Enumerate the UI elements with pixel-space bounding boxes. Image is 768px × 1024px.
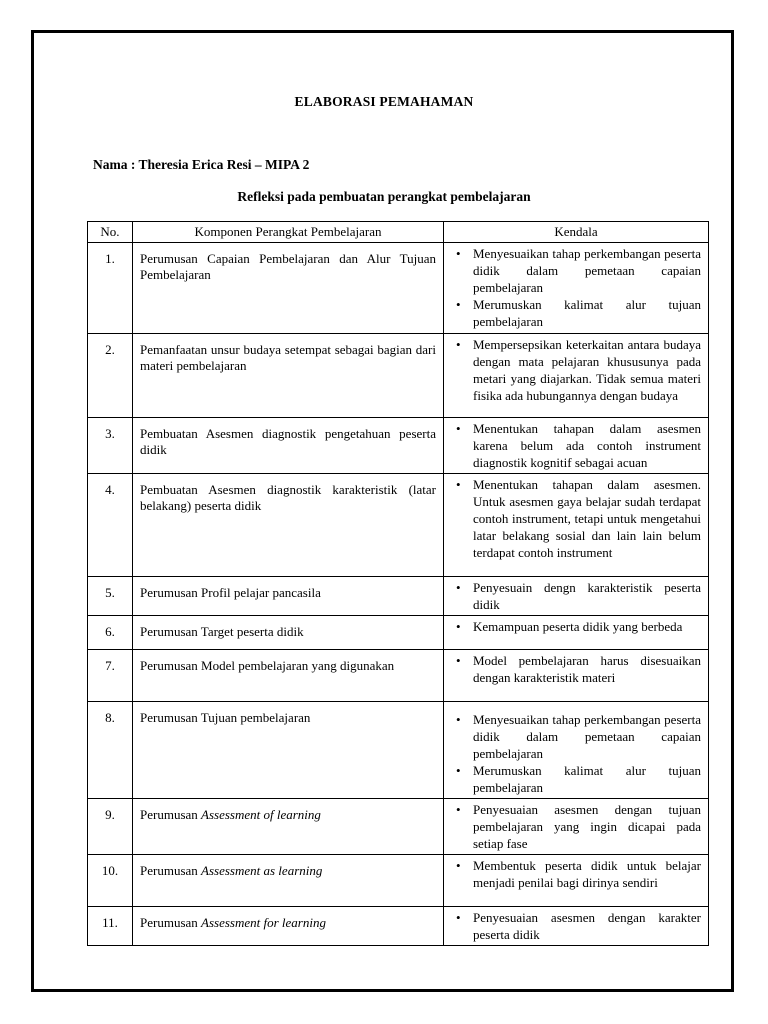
table-row	[88, 474, 709, 577]
row-kendala	[444, 577, 709, 616]
row-komponen	[133, 334, 444, 418]
kendala-list	[451, 420, 701, 471]
row-komponen	[133, 702, 444, 799]
table-row	[88, 702, 709, 799]
page-subtitle: Refleksi pada pembuatan perangkat pembelajaran	[237, 189, 531, 204]
row-komponen	[133, 243, 444, 334]
page-title: ELABORASI PEMAHAMAN	[294, 94, 474, 109]
kendala-item: • Membentuk peserta didik untuk belajar menjadi penilai bagi dirinya sendiri	[451, 857, 701, 891]
komponen-text: Perumusan	[140, 915, 202, 930]
komponen-text: Perumusan Model pembelajaran yang digunakan	[140, 658, 395, 673]
row-kendala	[444, 418, 709, 474]
kendala-item: • Menentukan tahapan dalam asesmen karena belum ada contoh instrument diagnostik kognitif sebagai acuan	[451, 420, 701, 471]
kendala-list	[451, 336, 701, 404]
kendala-list	[451, 857, 701, 891]
kendala-item: • Kemampuan peserta didik yang berbeda	[451, 618, 701, 635]
row-kendala	[444, 474, 709, 577]
kendala-item: • Model pembelajaran harus disesuaikan dengan karakteristik materi	[451, 652, 701, 686]
table-row	[88, 650, 709, 702]
kendala-list	[451, 652, 701, 686]
row-kendala	[444, 616, 709, 650]
table-row	[88, 616, 709, 650]
reflection-table	[87, 221, 709, 946]
row-komponen	[133, 907, 444, 946]
table-row	[88, 418, 709, 474]
kendala-list	[451, 801, 701, 852]
row-komponen	[133, 577, 444, 616]
komponen-text: Perumusan Profil pelajar pancasila	[140, 585, 321, 600]
row-kendala	[444, 907, 709, 946]
komponen-text: Perumusan Target peserta didik	[140, 624, 304, 639]
komponen-text: Perumusan Tujuan pembelajaran	[140, 710, 311, 725]
kendala-item: • Menyesuaikan tahap perkembangan peserta didik dalam pemetaan capaian pembelajaran	[451, 711, 701, 762]
row-kendala	[444, 799, 709, 855]
row-kendala	[444, 334, 709, 418]
kendala-list	[451, 245, 701, 330]
row-kendala	[444, 855, 709, 907]
row-number: 8.	[88, 702, 133, 799]
header-no: No.	[88, 222, 133, 243]
row-komponen	[133, 418, 444, 474]
kendala-list	[451, 618, 701, 635]
table-row	[88, 855, 709, 907]
row-number: 4.	[88, 474, 133, 577]
row-komponen	[133, 650, 444, 702]
row-number: 1.	[88, 243, 133, 334]
kendala-item: • Merumuskan kalimat alur tujuan pembelajaran	[451, 296, 701, 330]
student-name-line: Nama : Theresia Erica Resi – MIPA 2	[93, 157, 310, 172]
row-number: 10.	[88, 855, 133, 907]
row-number: 7.	[88, 650, 133, 702]
row-number: 3.	[88, 418, 133, 474]
komponen-italic-text: Assessment of learning	[201, 807, 321, 822]
kendala-item: • Penyesuain dengn karakteristik peserta didik	[451, 579, 701, 613]
kendala-list	[451, 579, 701, 613]
row-komponen	[133, 855, 444, 907]
row-kendala	[444, 243, 709, 334]
table-row	[88, 799, 709, 855]
table-header-row	[88, 222, 709, 243]
kendala-item: • Merumuskan kalimat alur tujuan pembelajaran	[451, 762, 701, 796]
row-komponen	[133, 616, 444, 650]
row-number: 5.	[88, 577, 133, 616]
row-number: 9.	[88, 799, 133, 855]
row-komponen	[133, 799, 444, 855]
row-number: 2.	[88, 334, 133, 418]
header-kendala: Kendala	[444, 222, 709, 243]
row-komponen	[133, 474, 444, 577]
komponen-text: Pemanfaatan unsur budaya setempat sebagai bagian dari materi pembelajaran	[140, 342, 436, 373]
komponen-text: Pembuatan Asesmen diagnostik pengetahuan peserta didik	[140, 426, 436, 457]
table-row	[88, 243, 709, 334]
kendala-item: • Mempersepsikan keterkaitan antara budaya dengan mata pelajaran khususunya pada metari yang diajarkan. Tidak semua materi fisika ada hubungannya dengan budaya	[451, 336, 701, 404]
kendala-list	[451, 476, 701, 561]
komponen-italic-text: Assessment for learning	[201, 915, 326, 930]
table-row	[88, 334, 709, 418]
row-number: 6.	[88, 616, 133, 650]
table-body	[88, 243, 709, 946]
header-komponen: Komponen Perangkat Pembelajaran	[133, 222, 444, 243]
kendala-item: • Menyesuaikan tahap perkembangan peserta didik dalam pemetaan capaian pembelajaran	[451, 245, 701, 296]
kendala-item: • Penyesuaian asesmen dengan karakter peserta didik	[451, 909, 701, 943]
komponen-text: Perumusan	[140, 863, 202, 878]
row-kendala	[444, 702, 709, 799]
kendala-item: • Penyesuaian asesmen dengan tujuan pembelajaran yang ingin dicapai pada setiap fase	[451, 801, 701, 852]
row-kendala	[444, 650, 709, 702]
table-row	[88, 907, 709, 946]
komponen-text: Perumusan Capaian Pembelajaran dan Alur Tujuan Pembelajaran	[140, 251, 436, 282]
table-row	[88, 577, 709, 616]
komponen-text: Pembuatan Asesmen diagnostik karakteristik (latar belakang) peserta didik	[140, 482, 436, 513]
komponen-italic-text: Assessment as learning	[201, 863, 323, 878]
kendala-list	[451, 704, 701, 796]
kendala-item: • Menentukan tahapan dalam asesmen. Untuk asesmen gaya belajar sudah terdapat contoh instrument, tetapi untuk mengetahui latar belakang sosial dan lain lain belum terdapat contoh instrument	[451, 476, 701, 561]
kendala-list	[451, 909, 701, 943]
row-number: 11.	[88, 907, 133, 946]
komponen-text: Perumusan	[140, 807, 202, 822]
